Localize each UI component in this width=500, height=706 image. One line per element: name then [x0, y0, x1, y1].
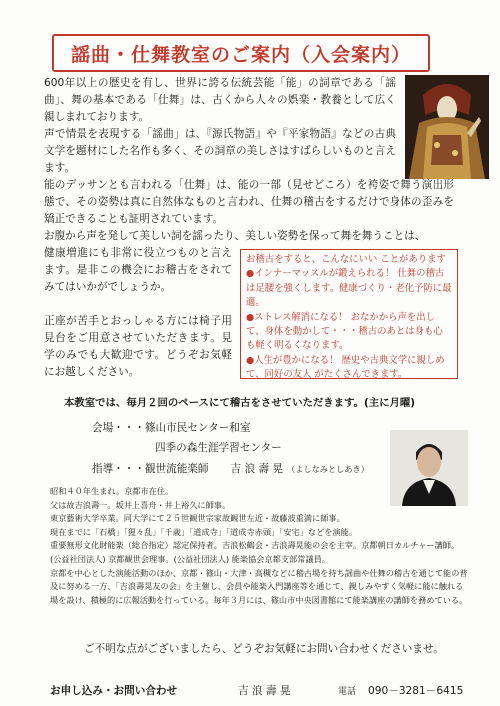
bio-line: 重要無形文化財能楽（総合指定）認定保持者。吉浪松鶴会・吉浪壽晃能の会を主宰。京都朝日カルチャー講師。(公益社団法人) 京都観世会理事。(公益社団法人) 能楽協会京都支部常議員。 — [50, 540, 460, 564]
instructor-reading: （よしなみとしあき） — [287, 464, 369, 474]
noh-performer-photo — [405, 75, 489, 179]
bio-line: 東京藝術大学卒業。同大学にて２５世観世宗家故観世左近・故藤波重満に師事。 — [50, 513, 345, 524]
venue-line-2: 四季の森生涯学習センター — [155, 442, 282, 454]
venue-line: 会場・・・篠山市民センター和室 — [92, 422, 251, 434]
intro-paragraph-2: 声で情景を表現する「謡曲」は、『源氏物語』や『平家物語』などの古典文学を題材にした名作も多く、その詞章の美しさはすばらしいものと言えます。 — [44, 128, 396, 174]
title-frame — [52, 34, 430, 72]
contact-label: お申し込み・お問い合わせ — [50, 685, 178, 697]
instructor-biography — [50, 485, 470, 607]
intro-paragraph-1: 600年以上の歴史を有し、世界に誇る伝統芸能「能」の詞章である「謡曲」、舞の基本である「仕舞」は、古くから人々の娯楽・教養として広く親しまれております。 — [44, 77, 396, 123]
instructor-label: 指導・・・観世流能楽師 — [92, 463, 209, 475]
benefit-item: ●人生が豊かになる！ 歴史や古典文学に親しめて、同好の友人 がたくさんできます。 — [246, 354, 445, 381]
instructor-name: 吉 浪 壽 晃 — [230, 463, 284, 475]
schedule-notice: 本教室では、毎月２回のペースにて稽古をさせていただきます。(主に月曜) — [64, 397, 416, 409]
benefit-item: ●ストレス解消になる！ おなかから声を出して、身体を動かして・・・稽古のあとは身も心も軽く明るくなります。 — [246, 311, 443, 352]
page-title: 謡曲・仕舞教室のご案内（入会案内） — [70, 43, 411, 66]
benefit-item: ●インナーマッスルが鍛えられる！ 仕舞の稽古は足腰を強くします。健康づくり・老化予防に最適。 — [246, 268, 452, 309]
instructor-line — [92, 461, 369, 476]
phone-label: 電話 — [338, 687, 357, 697]
contact-person: 吉 浪 壽 晃 — [238, 685, 291, 697]
intro-paragraph-6: 正座が苦手とおっしゃる方には椅子用見台をご用意させていただきます。見学のみでも大歓迎です。どうぞお気軽にお越しください。 — [44, 315, 232, 378]
bio-line: 京都を中心とした演能活動のほか、京都・篠山・大津・高槻などに稽古場を持ち謡曲や仕舞の稽古を通じて能の普及に努める一方、「吉浪壽晃友の会」を主催し、会員や能楽入門講座等を通じて、親しみやすく気軽に能に触れる場を設け、積極的に広報活動を行っている。毎年３月には、篠山市中央図書館にて能楽講座の講師を務めている。 — [50, 567, 468, 605]
bio-line: 昭和４０年生まれ。京都市在住。 — [50, 486, 174, 496]
noh-performer-image — [405, 75, 489, 179]
bio-line: 父は故吉浪壽一。坂井上喜舟・井上裕久に師事。 — [50, 499, 231, 510]
intro-paragraph-3: 能のデッサンとも言われる「仕舞」は、能の一部（見せどころ）を袴姿で舞う演出形態で、その姿勢は真に自然体なものと言われ、仕舞の稽古をするだけで身体の歪みを矯正できることも証明されています。 — [44, 179, 454, 225]
benefits-box — [240, 249, 458, 379]
intro-paragraph-5: 健康増進にも非常に役立つものと言えます。是非この機会にお稽古をされてみてはいかがでしょうか。 — [44, 247, 232, 293]
phone-number[interactable]: 090－3281－6415 — [368, 685, 464, 697]
intro-paragraph-4: お腹から声を発して美しい詞を謡ったり、美しい姿勢を保って舞を舞うことは、 — [44, 230, 426, 242]
contact-line — [50, 683, 470, 698]
benefits-lead: お稽古をすると、こんなにいい ことがあります — [246, 254, 446, 265]
closing-message: ご不明な点がございましたら、どうぞお気軽にお問い合わせくださいませ。 — [84, 643, 444, 655]
bio-line: 現在までに「石橋」「猩々乱」「千歳」「道成寺」「道成寺赤頭」「安宅」などを演能。 — [50, 526, 358, 537]
